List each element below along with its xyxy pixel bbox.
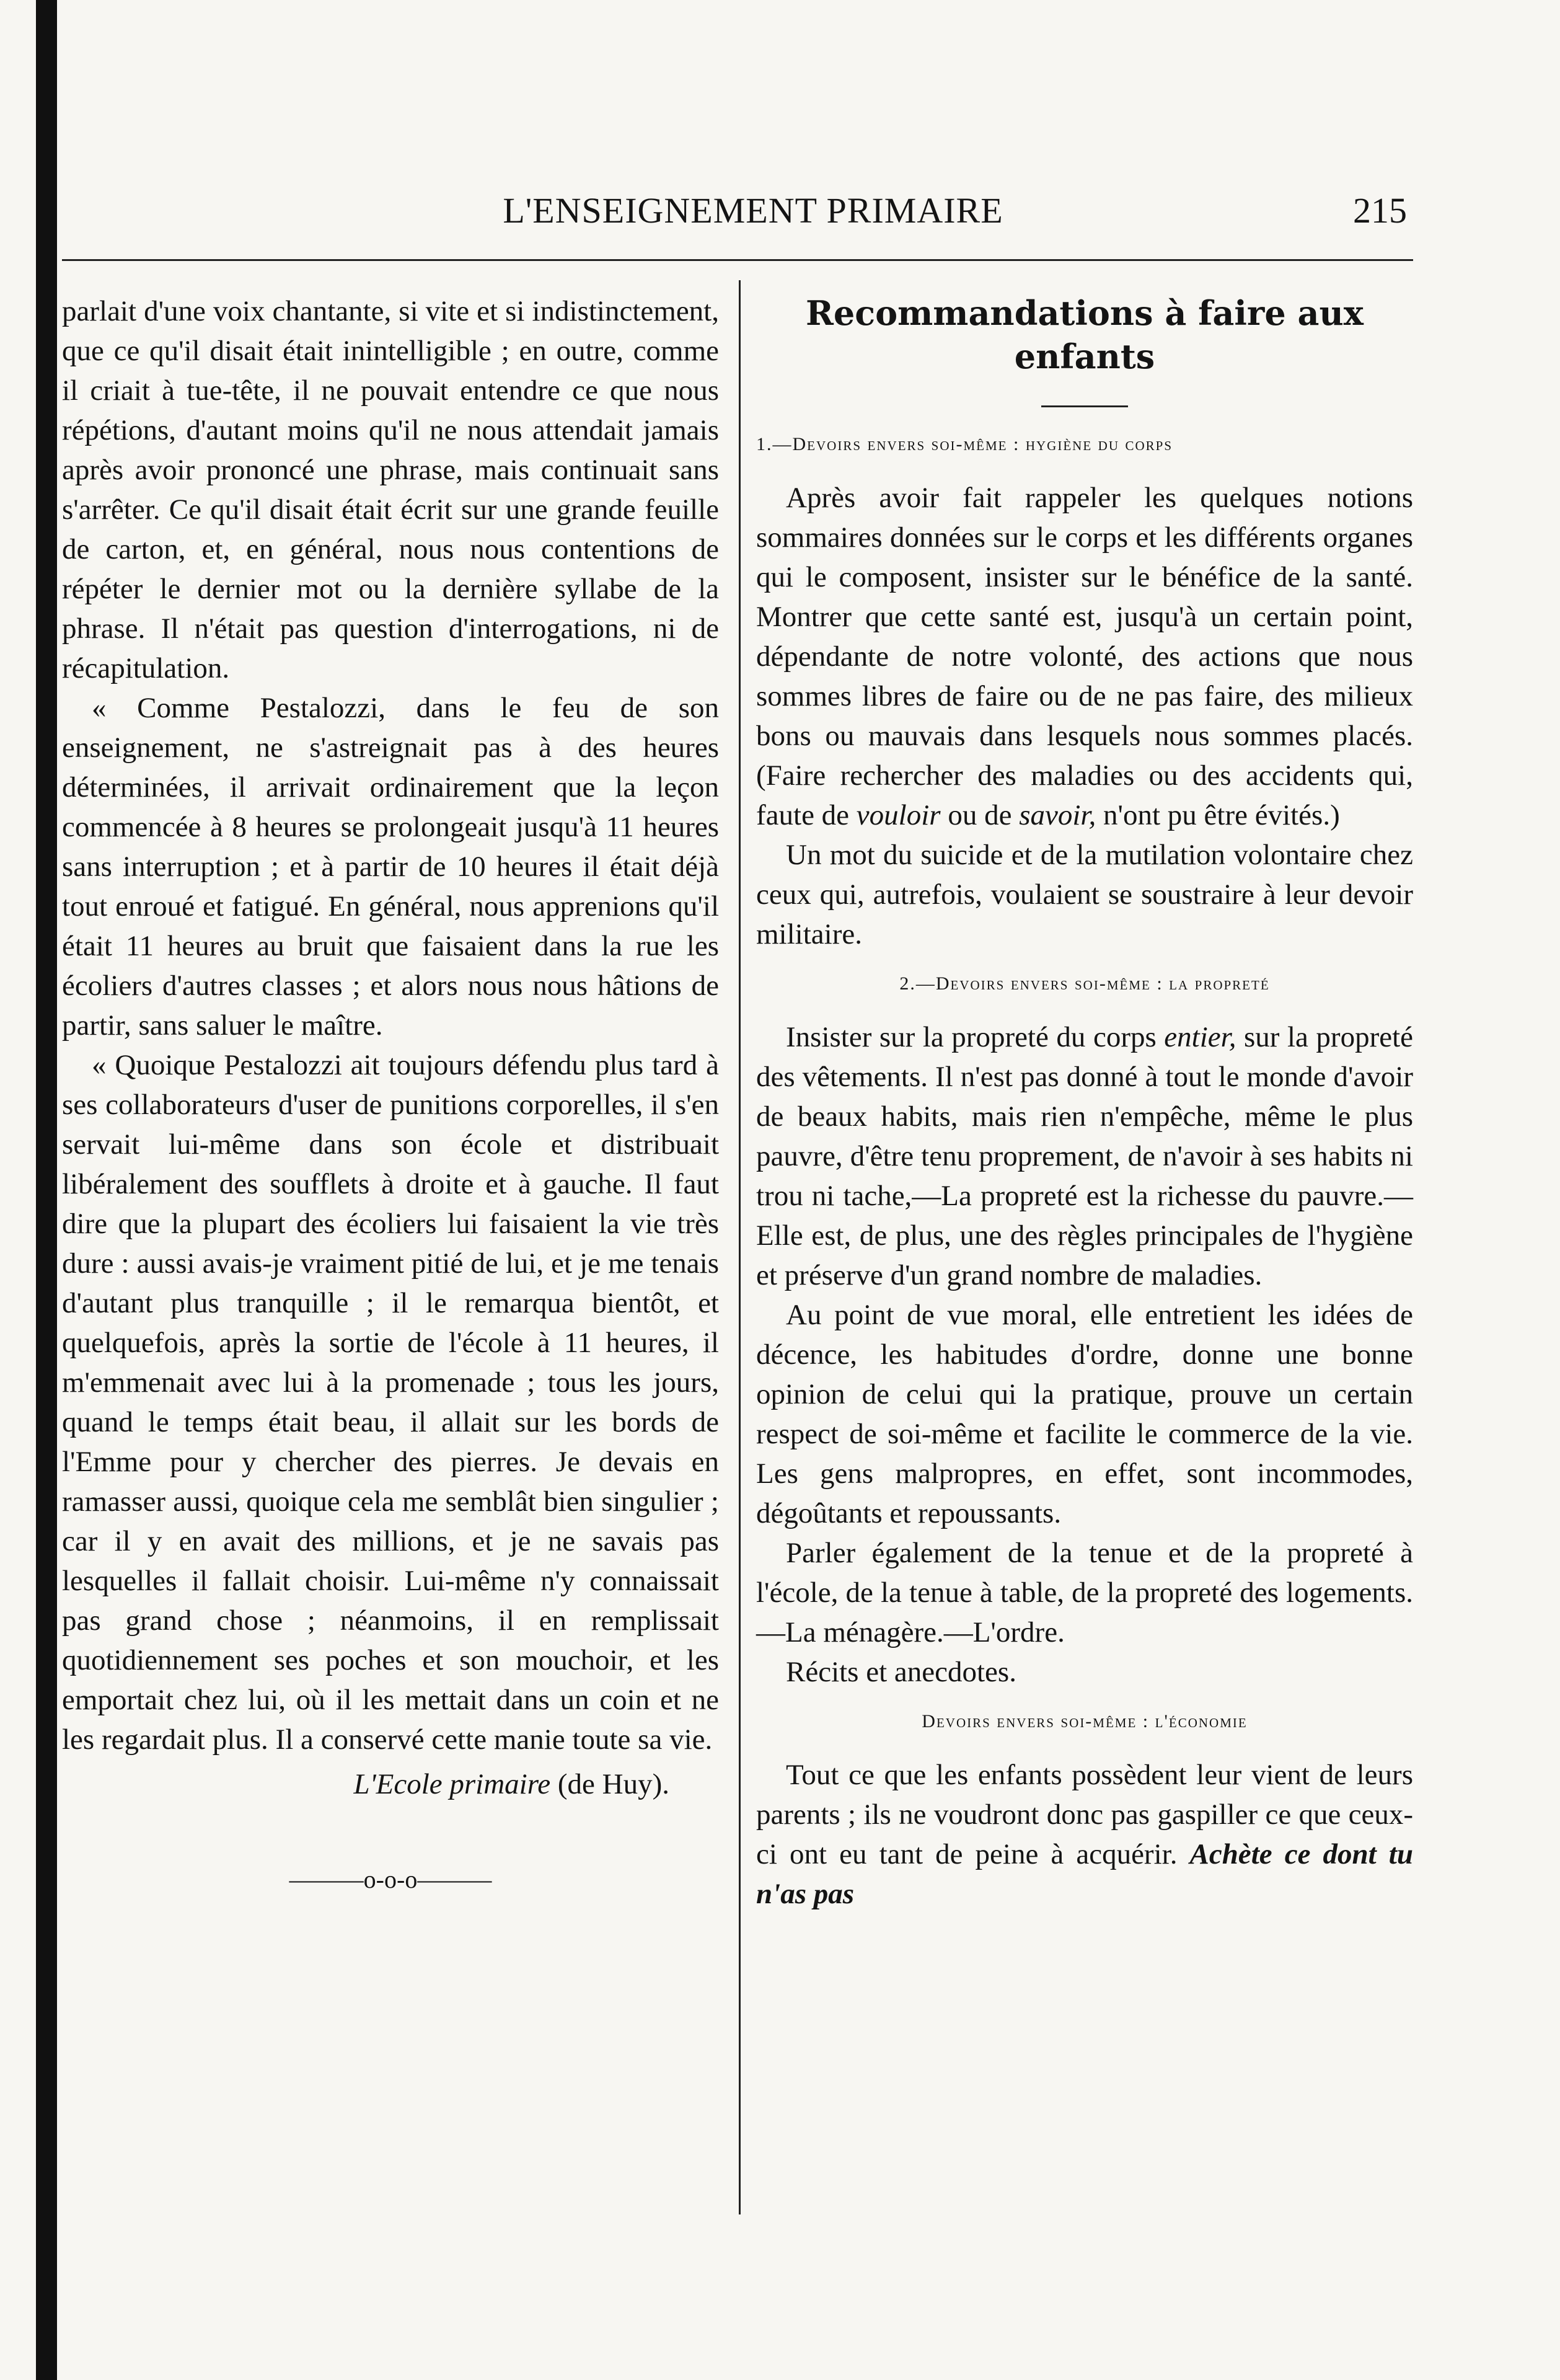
right-paragraph-3 bbox=[756, 1017, 1413, 1295]
header-rule bbox=[62, 259, 1413, 261]
section-title: Recommandations à faire aux enfants bbox=[806, 293, 1364, 376]
section-rule bbox=[1041, 405, 1128, 407]
r1-emphasis-savoir: savoir, bbox=[1019, 799, 1096, 831]
column-divider bbox=[739, 280, 741, 2214]
signature-source: (de Huy). bbox=[557, 1768, 669, 1800]
right-column bbox=[756, 291, 1413, 1914]
page-number: 215 bbox=[1353, 190, 1407, 231]
subheading-hygiene: 1.—Devoirs envers soi-même : hygiène du corps bbox=[756, 434, 1173, 454]
right-paragraph-6: Récits et anecdotes. bbox=[786, 1656, 1016, 1688]
page-header bbox=[99, 186, 1407, 236]
signature bbox=[62, 1764, 719, 1804]
right-paragraph-4: Au point de vue moral, elle entretient les idées de décence, les habitudes d'ordre, donne une bonne opinion de celui qui la pratique, prouve un certain respect de soi-même et facilite le commerce de la vie. Les gens malpropres, en effet, sont incommodes, dégoûtants et repoussants. bbox=[756, 1299, 1413, 1529]
left-paragraph-3: « Quoique Pestalozzi ait toujours défendu plus tard à ses collaborateurs d'user de punitions corporelles, il s'en servait lui-même dans son école et distribuait libéralement des soufflets à droite et à gauche. Il faut dire que la plupart des écoliers lui faisaient la vie très dure : aussi avais-je vraiment pitié de lui, et je me tenais d'autant plus tranquille ; il le remarqua bientôt, et quelquefois, après la sortie de l'école à 11 heures, il m'emmenait avec lui à la promenade ; tous les jours, quand le temps était beau, il allait sur les bords de l'Emme pour y chercher des pierres. Je devais en ramasser aussi, quoique cela me semblât bien singulier ; car il y en avait des millions, et je ne savais pas lesquelles il fallait choisir. Lui-même n'y connaissait pas grand chose ; néanmoins, il en remplissait quotidiennement ses poches et son mouchoir, et les emportait chez lui, où il les mettait dans un coin et ne les regardait plus. Il a conservé cette manie toute sa vie. bbox=[62, 1049, 719, 1756]
running-title: L'ENSEIGNEMENT PRIMAIRE bbox=[503, 190, 1003, 231]
right-paragraph-2: Un mot du suicide et de la mutilation volontaire chez ceux qui, autrefois, voulaient se soustraire à leur devoir militaire. bbox=[756, 839, 1413, 950]
r1-text-c: n'ont pu être évités.) bbox=[1103, 799, 1340, 831]
r1-text-a: Après avoir fait rappeler les quelques notions sommaires données sur le corps et les différents organes qui le composent, insister sur le bénéfice de la santé. Montrer que cette santé est, jusqu'à un certain point, dépendante de notre volonté, des actions que nous sommes libres de faire ou de ne pas faire, des milieux bons ou mauvais dans lesquels nous sommes placés. (Faire rechercher des maladies ou des accidents qui, faute de bbox=[756, 482, 1413, 831]
right-paragraph-5: Parler également de la tenue et de la propreté à l'école, de la tenue à table, de la propreté des logements.—La ménagère.—L'ordre. bbox=[756, 1537, 1413, 1648]
r7-text-a: Tout ce que les enfants possèdent leur vient de leurs parents ; ils ne voudront donc pas gaspiller ce que ceux-ci ont eu tant de peine à acquérir. bbox=[756, 1759, 1413, 1870]
left-paragraph-1: parlait d'une voix chantante, si vite et si indistinctement, que ce qu'il disait était inintelligible ; en outre, comme il criait à tue-tête, il ne pouvait entendre ce que nous répétions, d'autant moins qu'il ne nous attendait jamais après avoir prononcé une phrase, mais continuait sans s'arrêter. Ce qu'il disait était écrit sur une grande feuille de carton, et, en général, nous nous contentions de répéter le dernier mot ou la dernière syllabe de la phrase. Il n'était pas question d'interrogations, ni de récapitulation. bbox=[62, 295, 719, 684]
left-column bbox=[62, 291, 719, 1900]
subheading-proprete: 2.—Devoirs envers soi-même : la propreté bbox=[899, 973, 1270, 994]
r3-text-a: Insister sur la propreté du corps bbox=[786, 1021, 1157, 1053]
r7-emphasis: Achète ce dont tu n'as pas bbox=[756, 1838, 1414, 1910]
subheading-economie: Devoirs envers soi-même : l'économie bbox=[922, 1711, 1248, 1732]
r3-text-b: sur la propreté des vêtements. Il n'est pas donné à tout le monde d'avoir de beaux habits, mais rien n'empêche, même le plus pauvre, d'être tenu proprement, de n'avoir à ses habits ni trou ni tache,—La propreté est la richesse du pauvre.—Elle est, de plus, une des règles principales de l'hygiène et préserve d'un grand nombre de maladies. bbox=[756, 1021, 1414, 1291]
right-paragraph-1 bbox=[756, 478, 1413, 835]
ornament-separator: ———o-o-o——— bbox=[289, 1865, 492, 1893]
r3-emphasis: entier, bbox=[1164, 1021, 1236, 1053]
right-paragraph-7 bbox=[756, 1755, 1413, 1914]
r1-text-b: ou de bbox=[948, 799, 1012, 831]
r1-emphasis-vouloir: vouloir bbox=[856, 799, 941, 831]
signature-title: L'Ecole primaire bbox=[353, 1768, 551, 1800]
scan-edge-bar bbox=[36, 0, 57, 2380]
left-paragraph-2: « Comme Pestalozzi, dans le feu de son enseignement, ne s'astreignait pas à des heures déterminées, il arrivait ordinairement que la leçon commencée à 8 heures se prolongeait jusqu'à 11 heures sans interruption ; et à partir de 10 heures il était déjà tout enroué et fatigué. En général, nous apprenions qu'il était 11 heures au bruit que faisaient dans la rue les écoliers d'autres classes ; et alors nous nous hâtions de partir, sans saluer le maître. bbox=[62, 692, 719, 1042]
